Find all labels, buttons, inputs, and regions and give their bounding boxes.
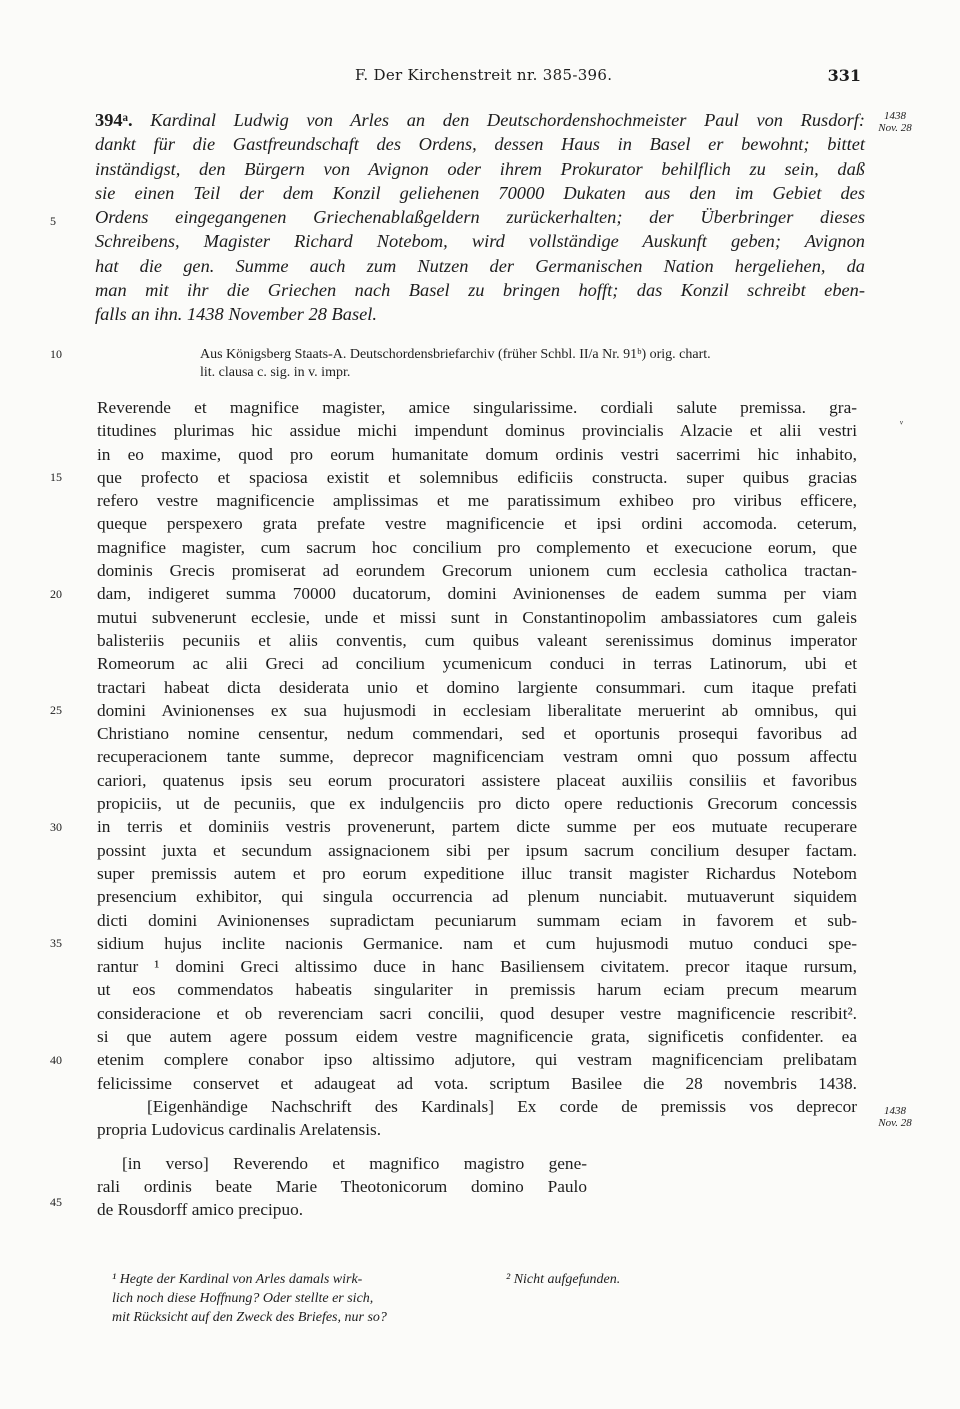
- body-line: cariori, quatenus ipsis seu eorum procuratori assistere placeat auxiliis consiliis et favoribus: [97, 770, 857, 790]
- line-number: 30: [50, 820, 62, 834]
- footnote-line: mit Rücksicht auf den Zweck des Briefes, nur so?: [112, 1310, 387, 1325]
- margin-date-bottom: [870, 1105, 920, 1129]
- body-line: felicissime conservet et adaugeat ad vota. scriptum Basilee die 28 novembris 1438.: [97, 1073, 857, 1093]
- body-line: titudines plurimas hic assidue michi impendunt dominus provincialis Alzacie et alii vestri: [97, 421, 857, 441]
- line-number: 15: [50, 470, 62, 484]
- summary-line: Ordens eingegangenen Griechenablaßgeldern zurückerhalten; der Überbringer dieses: [95, 207, 865, 228]
- letter-body: [97, 396, 857, 1221]
- body-line: dicti domini Avinionenses supradictam pecuniarum summam eciam in favorem et sub-: [97, 910, 857, 930]
- body-line: ut eos commendatos habeatis singulariter in premissis harum eciam precum mearum: [97, 980, 857, 1000]
- footnote-2: ² Nicht aufgefunden.: [506, 1272, 621, 1287]
- body-line: dam, indigeret summa 70000 ducatorum, domini Avinionenses de eadem summa per viam: [97, 584, 857, 604]
- body-line: recuperacionem tante summe, deprecor magnificenciam vestram omni quo possum affectu: [97, 747, 857, 767]
- running-header: [0, 66, 960, 90]
- body-line: consideracione et ob reverenciam sacri concilii, quod desuper vestre magnificencie rescribit².: [97, 1003, 857, 1023]
- body-line: mutui subvenerunt ecclesie, unde et missi sunt in Constantinopolim ambassiatores cum galeis: [97, 607, 857, 627]
- margin-date-year: 1438: [884, 110, 906, 122]
- body-line: que profecto et spaciosa existit et solemnibus edificiis constructa. super quibus gracias: [97, 467, 857, 487]
- body-line: dominis Grecis promiserat ad eorundem Grecorum unionem cum ecclesia catholica tractan-: [97, 561, 857, 581]
- margin-date-day: Nov. 28: [878, 1117, 912, 1129]
- body-line: Reverende et magnifice magister, amice singularissime. cordiali salute premissa. gra-: [97, 398, 857, 417]
- margin-mark: ᵛ: [899, 417, 903, 431]
- header-title: F. Der Kirchenstreit nr. 385-396.: [355, 66, 613, 84]
- body-line: presencium exhibitor, qui singula occurrencia ad plenum nunciabit. mutuaverunt siquidem: [97, 887, 857, 907]
- body-line: propiciis, ut de pecuniis, que ex indulgenciis pro dicto opere reductionis Grecorum concessis: [97, 794, 857, 814]
- body-line: balisteriis pecuniis et aliis conventis, cum quibus valeant serenissimus dominus imperator: [97, 630, 857, 650]
- summary-line: 394ᵃ. Kardinal Ludwig von Arles an den Deutschordenshochmeister Paul von Rusdorf:: [95, 110, 865, 130]
- body-line: sidium hujus inclite nacionis Germanice. nam et cum hujusmodi mutuo conduci spe-: [97, 933, 857, 953]
- body-line: si que autem agere possum eidem vestre magnificencie grata, significetis confidenter. ea: [97, 1027, 857, 1047]
- line-number: 20: [50, 587, 62, 601]
- line-number: 45: [50, 1195, 62, 1209]
- summary-line: falls an ihn. 1438 November 28 Basel.: [95, 304, 377, 325]
- source-note: [200, 346, 870, 382]
- body-line: etenim complere conabor ipso altissimo adjutore, qui vestram magnificenciam prelibatam: [97, 1050, 857, 1070]
- source-line: lit. clausa c. sig. in v. impr.: [200, 365, 351, 380]
- body-line: refero vestre magnificencie amplissimas et me paratissimum exhibeo pro viribus efficere,: [97, 491, 857, 511]
- margin-date-day: Nov. 28: [878, 122, 912, 134]
- summary-line: man mit ihr die Griechen nach Basel zu bringen hofft; das Konzil schreibt eben-: [95, 280, 865, 301]
- address-line: [in verso] Reverendo et magnifico magistro gene-: [122, 1153, 587, 1173]
- summary-block: [95, 108, 865, 327]
- summary-line: hat die gen. Summe auch zum Nutzen der Germanischen Nation hergeliehen, da: [95, 255, 865, 276]
- margin-date-top: [870, 110, 920, 134]
- body-line: in eo maxime, quod pro eorum humanitate domum ordinis vestri sacerrimi hic inhabito,: [97, 444, 857, 464]
- document-number: 394ᵃ.: [95, 110, 133, 130]
- line-number: 35: [50, 936, 62, 950]
- postscript-line: [Eigenhändige Nachschrift des Kardinals] Ex corde de premissis vos deprecor: [147, 1096, 857, 1116]
- body-line: rantur ¹ domini Greci altissimo duce in hanc Basiliensem civitatem. precor itaque rursum,: [97, 957, 857, 977]
- summary-line: inständigst, den Bürgern von Avignon oder ihrem Prokurator behilflich zu sein, daß: [95, 158, 865, 179]
- line-number: 10: [50, 347, 62, 361]
- margin-date-year: 1438: [884, 1105, 906, 1117]
- body-line: domini Avinionenses ex sua hujusmodi in ecclesiam liberalitate meruerint ab omnibus, qui: [97, 700, 857, 720]
- line-number: 5: [50, 214, 56, 228]
- body-line: super premissis autem et pro eorum expeditione illuc transit magister Richardus Notebom: [97, 863, 857, 883]
- line-number: 25: [50, 703, 62, 717]
- body-line: Romeorum ac alii Greci ad concilium ycumenicum conduci in terras Latinorum, ubi et: [97, 654, 857, 674]
- summary-line: sie einen Teil der dem Konzil geliehenen 70000 Dukaten aus den im Gebiet des: [95, 182, 865, 203]
- address-line: de Rousdorff amico precipuo.: [97, 1200, 304, 1220]
- footnote-line: ¹ Hegte der Kardinal von Arles damals wirk-: [112, 1272, 363, 1287]
- body-line: Christiano nomine censentur, nedum commendari, sed et oportunis prosequi favoribus ad: [97, 724, 857, 744]
- body-line: tractari habeat dicta desiderata unio et domino largiente consummari. cum itaque prefati: [97, 677, 857, 697]
- body-line: in terris et dominiis vestris provenerunt, partem dicte summe per eos mutuate recuperare: [97, 817, 857, 837]
- body-line: possint juxta et secundum assignacionem sibi per ipsum sacrum concilium desuper factam.: [97, 840, 857, 860]
- page-number: 331: [827, 66, 861, 85]
- source-line: Aus Königsberg Staats-A. Deutschordensbriefarchiv (früher Schbl. II/a Nr. 91ᵇ) orig. chart.: [200, 347, 711, 362]
- summary-line: dankt für die Gastfreundschaft des Ordens, dessen Haus in Basel er bewohnt; bittet: [95, 134, 865, 155]
- footnote-1: [112, 1270, 472, 1327]
- summary-line: Schreibens, Magister Richard Notebom, wird vollständige Auskunft geben; Avignon: [95, 231, 865, 252]
- postscript-line: propria Ludovicus cardinalis Arelatensis.: [97, 1120, 382, 1140]
- address-line: rali ordinis beate Marie Theotonicorum domino Paulo: [97, 1176, 587, 1196]
- body-line: magnifice magister, cum sacrum hoc concilium pro complemento et execucione eorum, que: [97, 537, 857, 557]
- body-line: queque perspexero grata prefate vestre magnificencie et ipsi ordini accomoda. ceterum,: [97, 514, 857, 534]
- line-number: 40: [50, 1053, 62, 1067]
- footnote-line: lich noch diese Hoffnung? Oder stellte er sich,: [112, 1291, 374, 1306]
